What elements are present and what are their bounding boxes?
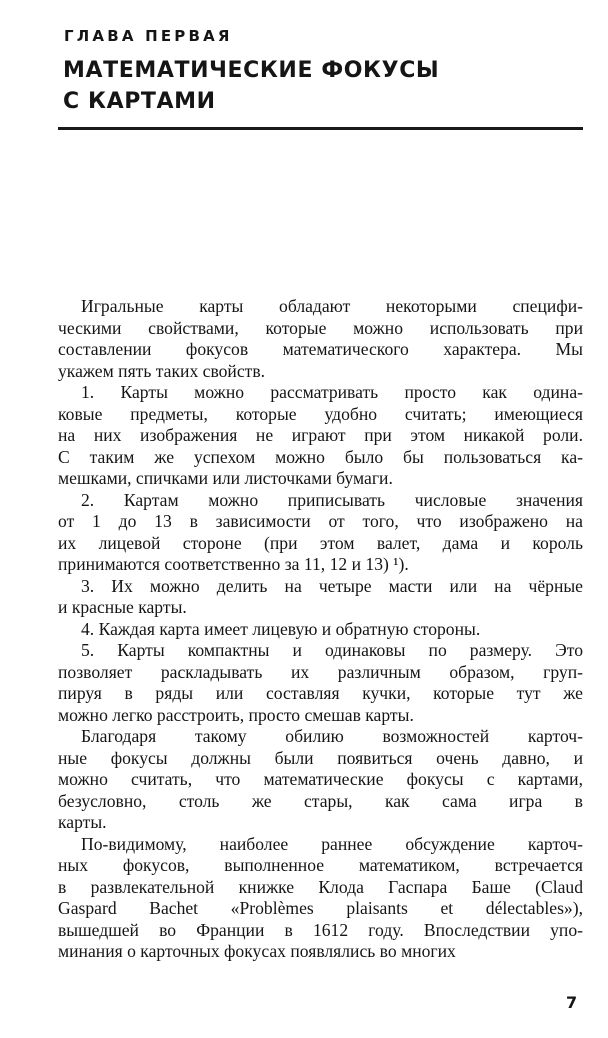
text-line: принимаются соответственно за 11, 12 и 13) ¹). [58, 554, 409, 574]
paragraph [58, 296, 583, 382]
page-number: 7 [566, 993, 578, 1012]
text-line: и красные карты. [58, 597, 187, 617]
text-line: 5. Карты компактны и одинаковы по размеру. Это [81, 640, 583, 660]
text-line: 3. Их можно делить на четыре масти или на чёрные [81, 575, 583, 596]
text-line: ковые предметы, которые удобно считать; имеющиеся [58, 403, 583, 424]
text-line: вышедшей во Франции в 1612 году. Впоследствии упо- [58, 919, 583, 940]
text-line: на них изображения не играют при этом никакой роли. [58, 425, 583, 445]
text-line: их лицевой стороне (при этом валет, дама и король [58, 532, 583, 553]
paragraph [58, 834, 583, 963]
text-line: Gaspard Bachet «Problèmes plaisants et délectables»), [58, 898, 583, 918]
text-line: в развлекательной книжке Клода Гаспара Баше (Claud [58, 876, 583, 897]
chapter-title [63, 55, 439, 117]
text-line: можно считать, что математические фокусы с картами, [58, 769, 583, 789]
text-line: ческими свойствами, которые можно использовать при [58, 317, 583, 338]
text-line: 4. Каждая карта имеет лицевую и обратную стороны. [81, 618, 481, 639]
title-divider [58, 127, 583, 130]
text-line: пируя в ряды или составляя кучки, которые тут же [58, 683, 583, 703]
text-line: Благодаря такому обилию возможностей карточ- [81, 726, 583, 746]
text-line: Игральные карты обладают некоторыми специфи- [81, 296, 583, 316]
body-text [58, 296, 583, 963]
text-line: 1. Карты можно рассматривать просто как одина- [81, 382, 583, 402]
paragraph [58, 490, 583, 576]
paragraph [58, 619, 583, 641]
text-line: ных фокусов, выполненное математиком, встречается [58, 855, 583, 875]
paragraph [58, 726, 583, 834]
text-line: 2. Картам можно приписывать числовые значения [81, 489, 583, 510]
paragraph [58, 640, 583, 726]
text-line: можно легко расстроить, просто смешав карты. [58, 704, 414, 725]
chapter-label: ГЛАВА ПЕРВАЯ [64, 27, 233, 45]
text-line: минания о карточных фокусах появлялись во многих [58, 941, 456, 961]
text-line: мешками, спичками или листочками бумаги. [58, 468, 393, 488]
text-line: По-видимому, наиболее раннее обсуждение карточ- [81, 833, 583, 854]
text-line: от 1 до 13 в зависимости от того, что изображено на [58, 511, 583, 531]
chapter-title-line: С КАРТАМИ [63, 89, 216, 114]
paragraph [58, 382, 583, 490]
text-line: позволяет раскладывать их различным образом, груп- [58, 661, 583, 682]
paragraph [58, 576, 583, 619]
text-line: ные фокусы должны были появиться очень давно, и [58, 747, 583, 768]
text-line: укажем пять таких свойств. [58, 360, 266, 381]
text-line: составлении фокусов математического характера. Мы [58, 339, 583, 359]
text-line: карты. [58, 812, 107, 832]
text-line: С таким же успехом можно было бы пользоваться ка- [58, 446, 583, 467]
text-line: безусловно, столь же стары, как сама игра в [58, 790, 583, 811]
chapter-title-line: МАТЕМАТИЧЕСКИЕ ФОКУСЫ [63, 58, 440, 83]
